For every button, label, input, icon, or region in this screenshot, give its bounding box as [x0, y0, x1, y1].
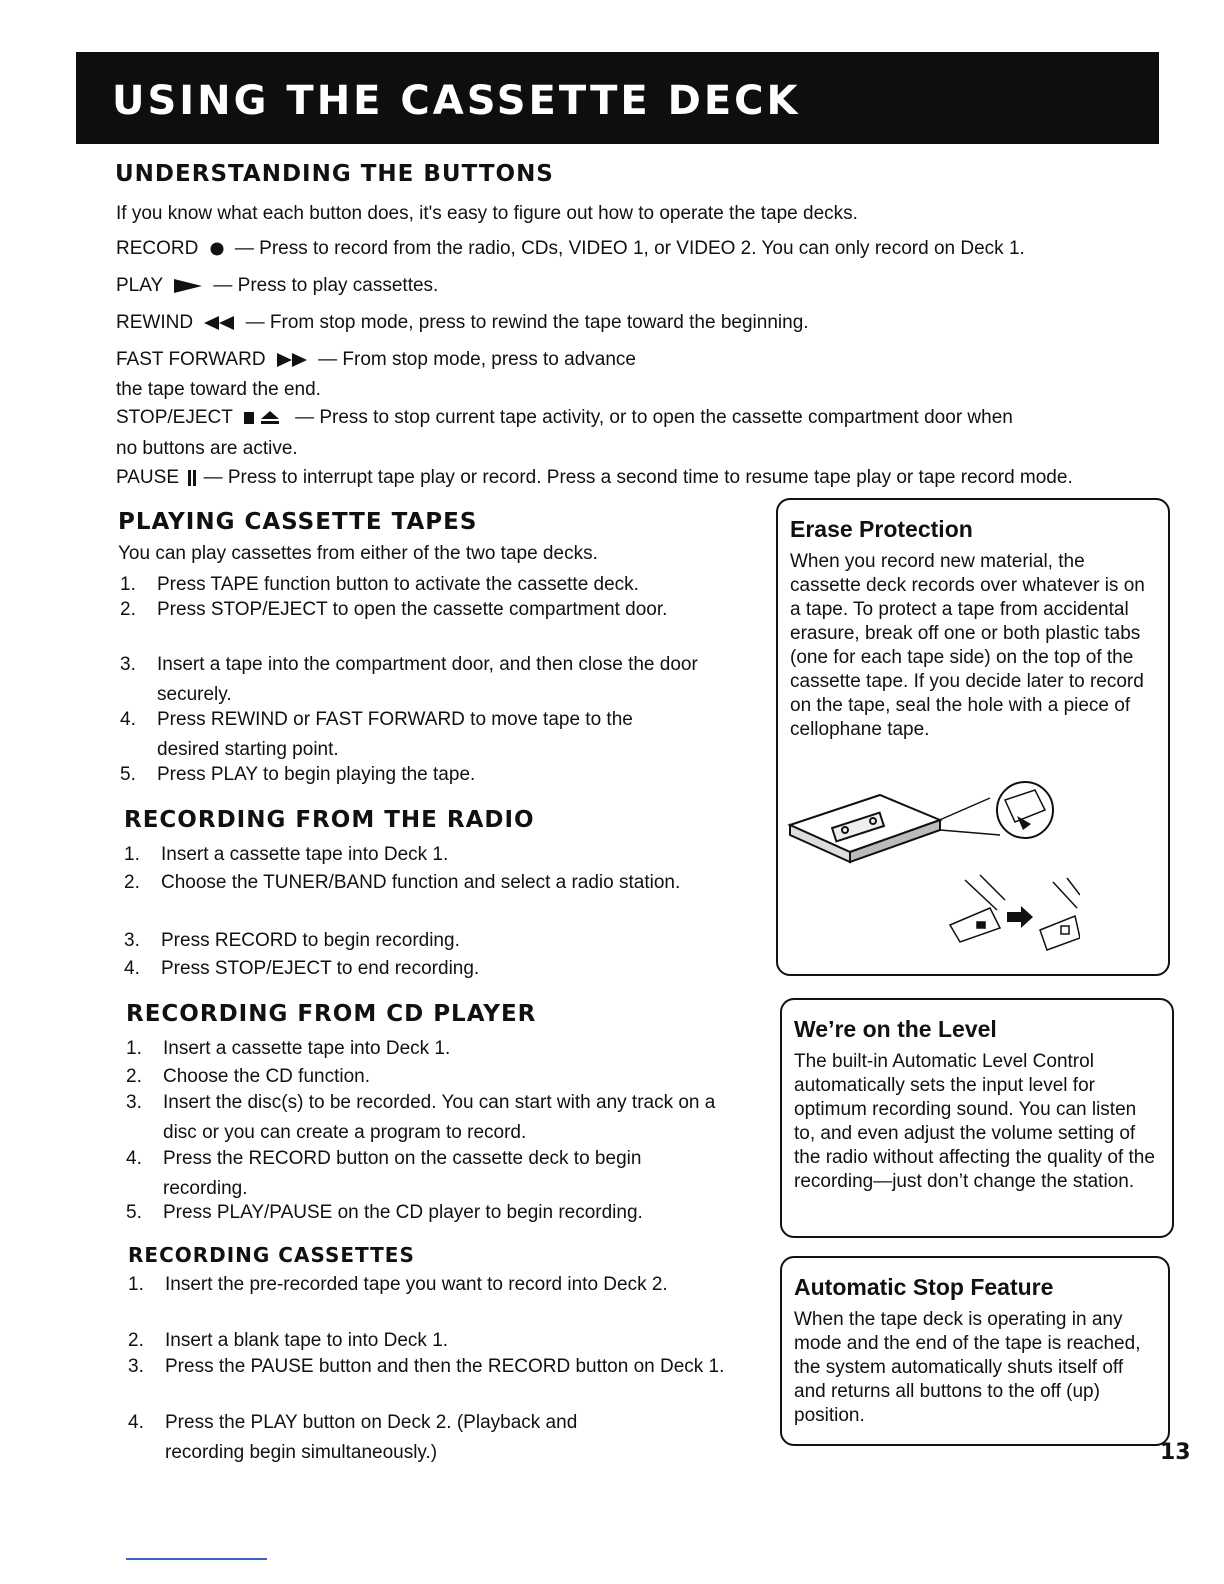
cd-step-4: Press the RECORD button on the cassette deck to begin recording.	[163, 1148, 642, 1199]
list-item: 1. Insert the pre-recorded tape you want to record into Deck 2.	[128, 1270, 688, 1300]
stop-eject-line	[116, 406, 1013, 430]
pause-bars-icon	[188, 470, 196, 486]
tab-broken-icon	[1040, 878, 1080, 950]
fast-forward-icon	[277, 353, 307, 367]
list-item: 3. Press RECORD to begin recording.	[124, 926, 724, 956]
playing-step-5: Press PLAY to begin playing the tape.	[157, 764, 476, 785]
stop-eject-desc-cont: no buttons are active.	[116, 438, 298, 459]
stop-eject-desc: — Press to stop current tape activity, or to open the cassette compartment door when	[295, 407, 1013, 428]
buttons-heading: UNDERSTANDING THE BUTTONS	[115, 161, 554, 187]
list-item: 1. Press TAPE function button to activate the cassette deck.	[120, 570, 740, 600]
record-label: RECORD	[116, 238, 199, 259]
cd-step-1: Insert a cassette tape into Deck 1.	[163, 1038, 451, 1059]
rewind-icon	[204, 316, 234, 330]
play-label: PLAY	[116, 275, 163, 296]
radio-step-3: Press RECORD to begin recording.	[161, 930, 460, 951]
list-item: 3. Press the PAUSE button and then the RECORD button on Deck 1.	[128, 1352, 728, 1382]
page-banner	[76, 52, 1159, 144]
rewind-desc: — From stop mode, press to rewind the tape toward the beginning.	[245, 312, 809, 333]
fast-forward-desc: — From stop mode, press to advance	[318, 349, 636, 370]
list-item: 5. Press PLAY/PAUSE on the CD player to begin recording.	[126, 1198, 736, 1228]
erase-protection-title: Erase Protection	[790, 516, 973, 542]
auto-stop-title: Automatic Stop Feature	[794, 1274, 1054, 1300]
banner-title: USING THE CASSETTE DECK	[112, 78, 801, 124]
level-control-title: We’re on the Level	[794, 1016, 997, 1042]
pause-line	[116, 466, 1073, 490]
list-item: 1. Insert a cassette tape into Deck 1.	[124, 840, 724, 870]
list-item: 4. Press the RECORD button on the cassette deck to begin recording.	[126, 1144, 716, 1204]
cd-step-5: Press PLAY/PAUSE on the CD player to begin recording.	[163, 1202, 643, 1223]
radio-step-1: Insert a cassette tape into Deck 1.	[161, 844, 449, 865]
play-line	[116, 274, 438, 298]
radio-step-2: Choose the TUNER/BAND function and select a radio station.	[161, 872, 681, 893]
list-item: 4. Press REWIND or FAST FORWARD to move tape to the desired starting point.	[120, 705, 640, 765]
list-item: 3. Insert a tape into the compartment door, and then close the door securely.	[120, 650, 720, 710]
cd-step-3: Insert the disc(s) to be recorded. You can start with any track on a disc or you can create a program to record.	[163, 1092, 716, 1143]
pause-desc: — Press to interrupt tape play or record. Press a second time to resume tape play or tape record mode.	[203, 467, 1073, 488]
record-dot-icon	[210, 242, 224, 256]
pause-label: PAUSE	[116, 467, 180, 488]
rewind-line	[116, 311, 809, 335]
page-number: 13	[1160, 1440, 1191, 1465]
play-triangle-icon	[174, 279, 202, 293]
playing-heading: PLAYING CASSETTE TAPES	[118, 509, 478, 535]
cassette-tab-illustration	[785, 780, 1080, 955]
playing-step-3: Insert a tape into the compartment door, and then close the door securely.	[157, 654, 698, 705]
rewind-label: REWIND	[116, 312, 194, 333]
record-line	[116, 237, 1025, 261]
list-item: 2. Insert a blank tape to into Deck 1.	[128, 1326, 728, 1356]
list-item: 2. Choose the TUNER/BAND function and select a radio station.	[124, 868, 684, 898]
cassettes-step-1: Insert the pre-recorded tape you want to record into Deck 2.	[165, 1274, 668, 1295]
bottom-rule	[126, 1558, 267, 1560]
list-item: 4. Press STOP/EJECT to end recording.	[124, 954, 724, 984]
fast-forward-line	[116, 348, 636, 372]
cassettes-step-2: Insert a blank tape to into Deck 1.	[165, 1330, 449, 1351]
cassettes-step-3: Press the PAUSE button and then the RECORD button on Deck 1.	[165, 1356, 725, 1377]
radio-heading: RECORDING FROM THE RADIO	[124, 807, 535, 833]
list-item: 1. Insert a cassette tape into Deck 1.	[126, 1034, 726, 1064]
cd-step-2: Choose the CD function.	[163, 1066, 371, 1087]
auto-stop-box	[780, 1256, 1170, 1446]
fast-forward-desc-cont: the tape toward the end.	[116, 379, 321, 400]
stop-eject-label: STOP/EJECT	[116, 407, 233, 428]
playing-step-1: Press TAPE function button to activate the cassette deck.	[157, 574, 639, 595]
level-control-box	[780, 998, 1174, 1238]
play-desc: — Press to play cassettes.	[213, 275, 439, 296]
stop-eject-icon	[244, 411, 284, 425]
tab-intact-icon	[950, 875, 1005, 942]
fast-forward-label: FAST FORWARD	[116, 349, 266, 370]
playing-step-4: Press REWIND or FAST FORWARD to move tape to the desired starting point.	[157, 709, 633, 760]
list-item: 3. Insert the disc(s) to be recorded. You can start with any track on a disc or you can create a program to record.	[126, 1088, 716, 1148]
cd-heading: RECORDING FROM CD PLAYER	[126, 1001, 537, 1027]
list-item: 2. Choose the CD function.	[126, 1062, 726, 1092]
cassettes-heading: RECORDING CASSETTES	[128, 1243, 415, 1267]
list-item: 4. Press the PLAY button on Deck 2. (Playback and recording begin simultaneously.)	[128, 1408, 648, 1468]
level-control-body: The built-in Automatic Level Control automatically sets the input level for optimum recording sound. You can listen to, and even adjust the volume setting of the radio without affecting the quality of the recording—just don’t change the station.	[794, 1051, 1155, 1192]
cassette-icon	[790, 795, 940, 862]
buttons-intro: If you know what each button does, it's easy to figure out how to operate the tape decks.	[116, 203, 858, 224]
arrow-right-icon	[1007, 906, 1033, 928]
erase-protection-body: When you record new material, the cassette deck records over whatever is on a tape. To protect a tape from accidental erasure, break off one or both plastic tabs (one for each tape side) on the top of the cassette tape. If you decide later to record on the tape, seal the hole with a piece of cellophane tape.	[790, 551, 1145, 740]
radio-step-4: Press STOP/EJECT to end recording.	[161, 958, 480, 979]
record-desc: — Press to record from the radio, CDs, VIDEO 1, or VIDEO 2. You can only record on Deck 1.	[234, 238, 1025, 259]
magnified-tab-icon	[997, 782, 1053, 838]
cassettes-step-4: Press the PLAY button on Deck 2. (Playback and recording begin simultaneously.)	[165, 1412, 578, 1463]
auto-stop-body: When the tape deck is operating in any mode and the end of the tape is reached, the system automatically shuts itself off and returns all buttons to the off (up) position.	[794, 1309, 1141, 1426]
playing-intro: You can play cassettes from either of the two tape decks.	[118, 543, 598, 564]
list-item: 5. Press PLAY to begin playing the tape.	[120, 760, 720, 790]
list-item: 2. Press STOP/EJECT to open the cassette compartment door.	[120, 595, 680, 625]
playing-step-2: Press STOP/EJECT to open the cassette compartment door.	[157, 599, 668, 620]
